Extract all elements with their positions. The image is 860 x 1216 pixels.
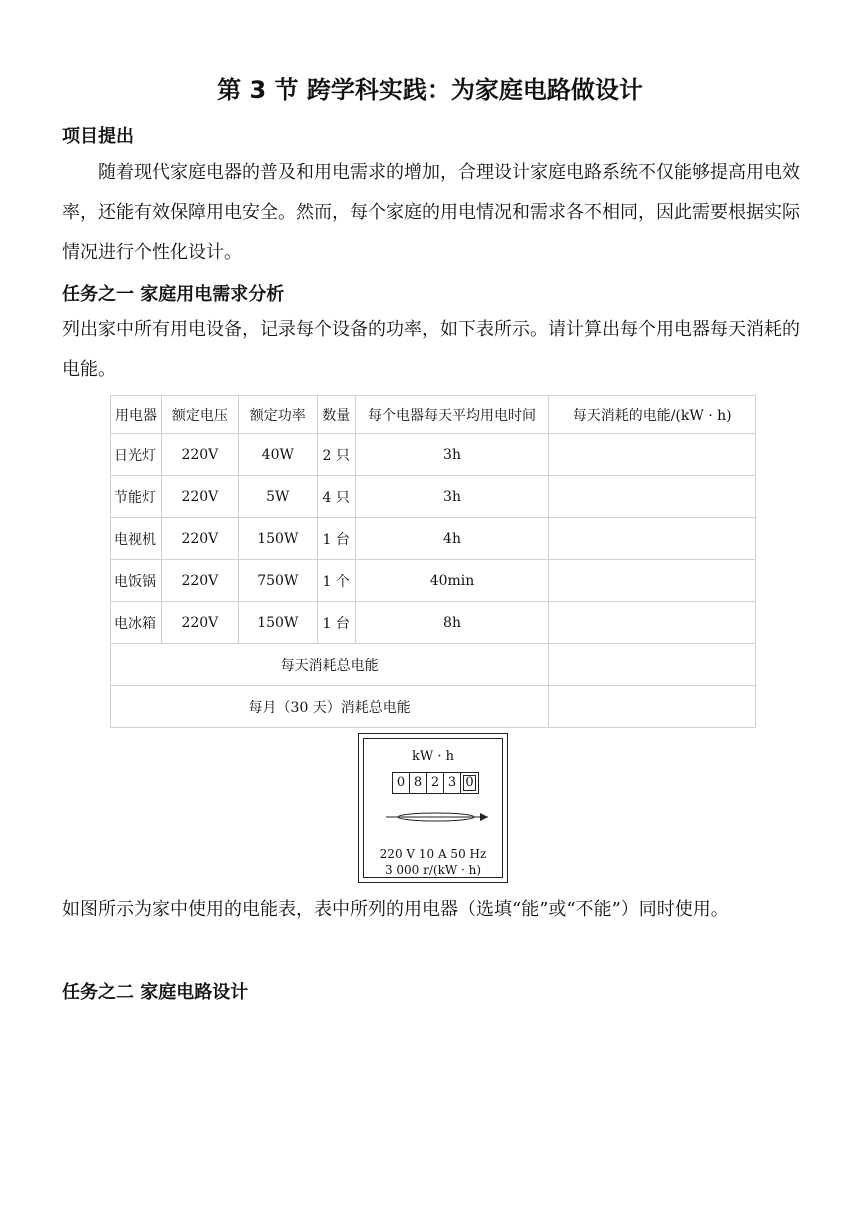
meter-unit: kW · h — [411, 749, 454, 764]
meter-constant: 3 000 r/(kW · h) — [384, 863, 482, 877]
table-cell-answer — [549, 434, 756, 476]
table-cell: 150W — [238, 518, 317, 560]
usage-table — [110, 395, 756, 728]
table-cell: 40W — [238, 434, 317, 476]
table-row — [111, 434, 756, 476]
table-row-total-day — [111, 644, 756, 686]
paragraph-meter-question: 如图所示为家中使用的电能表，表中所列的用电器（选填“能”或“不能”）同时使用。 — [62, 899, 729, 920]
total-month-answer — [549, 686, 756, 728]
table-cell: 5W — [238, 476, 317, 518]
table-cell: 220V — [161, 602, 238, 644]
table-row — [111, 518, 756, 560]
table-cell: 1 台 — [317, 518, 355, 560]
table-cell: 220V — [161, 560, 238, 602]
table-cell: 3h — [355, 434, 549, 476]
heading-task2: 任务之二 家庭电路设计 — [62, 982, 249, 1003]
table-cell: 3h — [355, 476, 549, 518]
paragraph-project: 随着现代家庭电器的普及和用电需求的增加，合理设计家庭电路系统不仅能够提高用电效率，还能有效保障用电安全。然而，每个家庭的用电情况和需求各不相同，因此需要根据实际情况进行个性化设计。 — [62, 162, 800, 263]
table-header: 用电器 — [111, 396, 162, 434]
table-header: 每天消耗的电能/(kW · h) — [549, 396, 756, 434]
table-cell: 电视机 — [111, 518, 162, 560]
table-row — [111, 602, 756, 644]
table-cell: 4 只 — [317, 476, 355, 518]
total-month-label: 每月（30 天）消耗总电能 — [111, 686, 549, 728]
table-header: 额定功率 — [238, 396, 317, 434]
rotating-disc-icon — [384, 807, 494, 827]
page-title: 第 3 节 跨学科实践：为家庭电路做设计 — [217, 76, 643, 104]
heading-task1: 任务之一 家庭用电需求分析 — [62, 284, 285, 305]
total-day-answer — [549, 644, 756, 686]
table-cell: 节能灯 — [111, 476, 162, 518]
table-row-total-month — [111, 686, 756, 728]
table-cell: 4h — [355, 518, 549, 560]
table-cell: 电饭锅 — [111, 560, 162, 602]
table-cell: 1 个 — [317, 560, 355, 602]
table-cell: 750W — [238, 560, 317, 602]
table-cell: 220V — [161, 434, 238, 476]
table-cell: 2 只 — [317, 434, 355, 476]
table-cell: 1 台 — [317, 602, 355, 644]
meter-digit: 8 — [410, 773, 427, 793]
meter-digit-decimal: 0 — [461, 773, 478, 793]
table-cell: 40min — [355, 560, 549, 602]
table-cell-answer — [549, 476, 756, 518]
table-header: 数量 — [317, 396, 355, 434]
meter-digit: 0 — [393, 773, 410, 793]
table-header: 额定电压 — [161, 396, 238, 434]
table-header: 每个电器每天平均用电时间 — [355, 396, 549, 434]
table-cell: 150W — [238, 602, 317, 644]
meter-digits — [392, 772, 479, 794]
meter-digit: 3 — [444, 773, 461, 793]
energy-meter-figure — [358, 733, 508, 883]
meter-digit: 2 — [427, 773, 444, 793]
total-day-label: 每天消耗总电能 — [111, 644, 549, 686]
table-header-row — [111, 396, 756, 434]
table-cell: 8h — [355, 602, 549, 644]
table-cell: 220V — [161, 518, 238, 560]
table-cell-answer — [549, 602, 756, 644]
table-cell-answer — [549, 518, 756, 560]
meter-rating: 220 V 10 A 50 Hz — [379, 847, 487, 861]
table-cell: 电冰箱 — [111, 602, 162, 644]
table-cell: 220V — [161, 476, 238, 518]
table-row — [111, 476, 756, 518]
heading-project: 项目提出 — [62, 126, 134, 147]
paragraph-task1: 列出家中所有用电设备，记录每个设备的功率，如下表所示。请计算出每个用电器每天消耗的电能。 — [62, 319, 800, 380]
energy-meter-frame — [363, 738, 503, 878]
table-cell: 日光灯 — [111, 434, 162, 476]
table-cell-answer — [549, 560, 756, 602]
table-row — [111, 560, 756, 602]
